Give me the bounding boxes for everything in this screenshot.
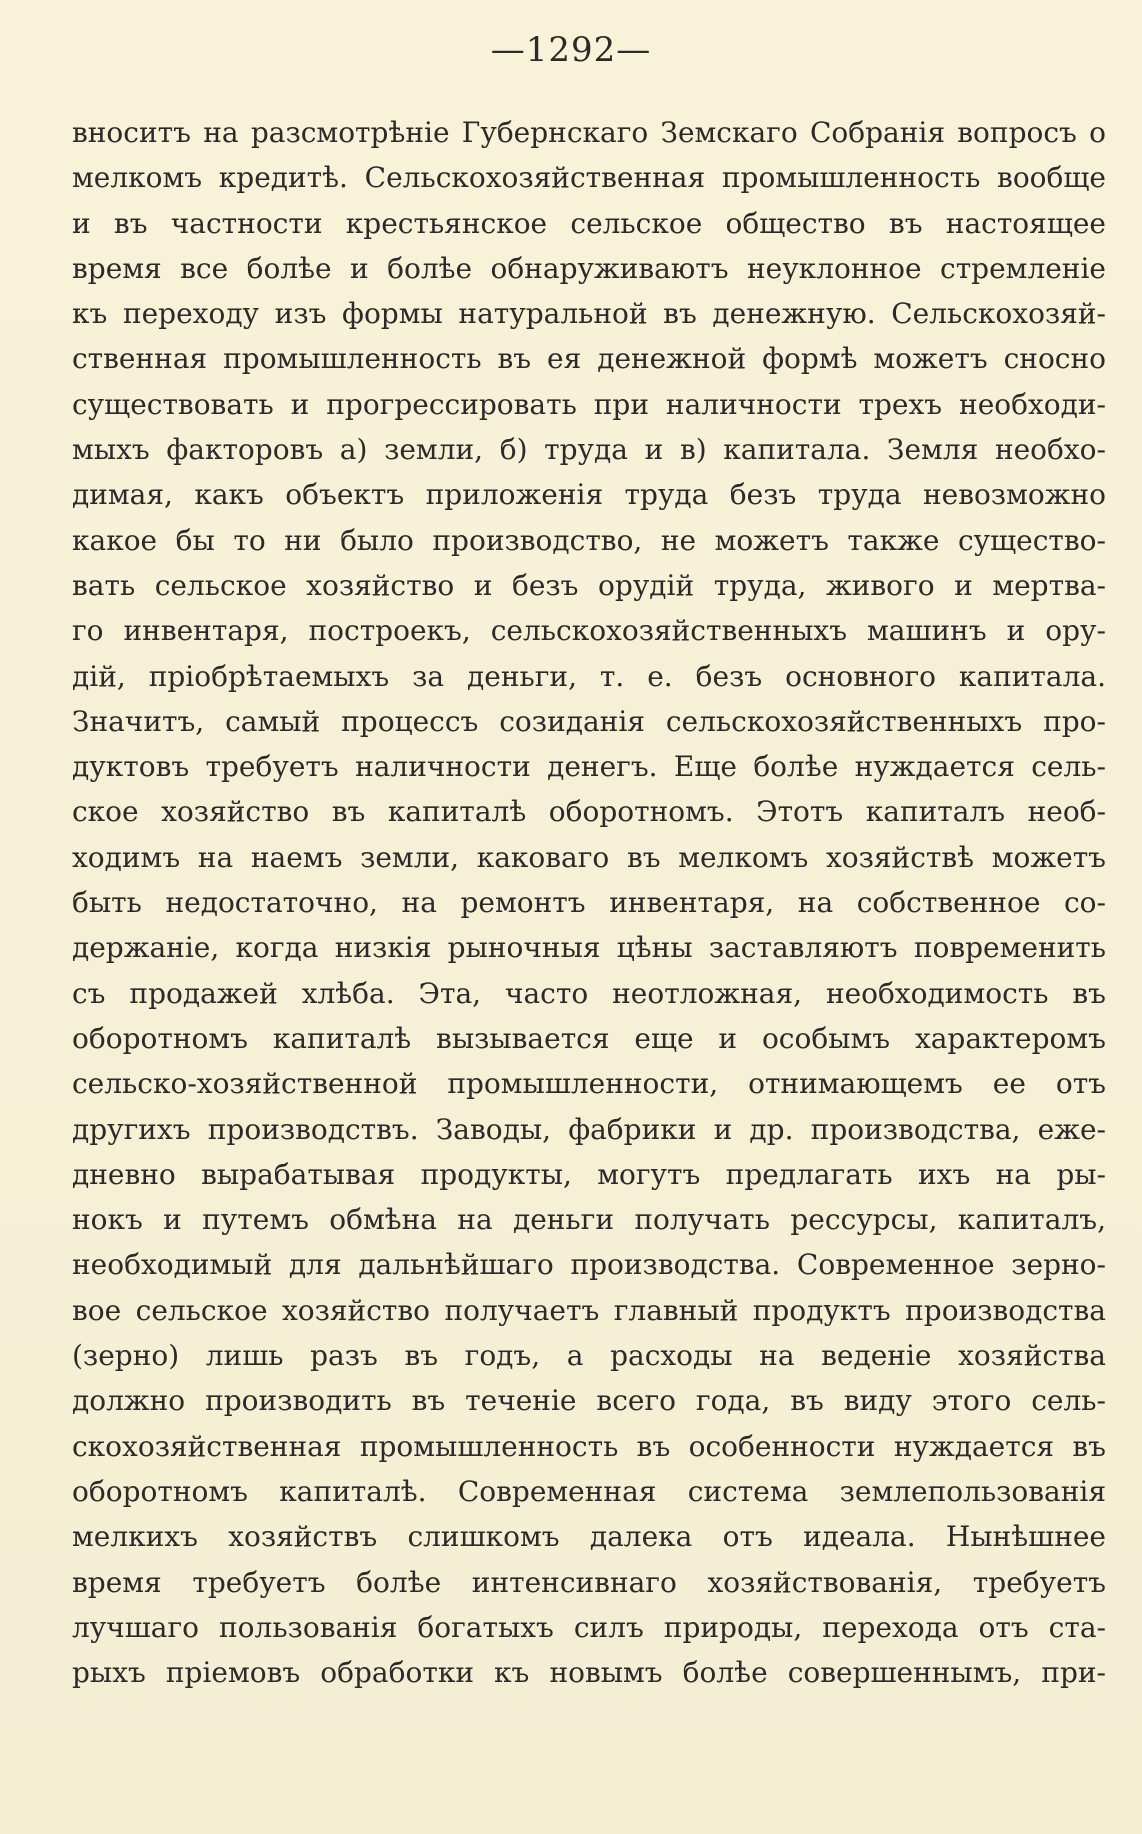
text-line: къ переходу изъ формы натуральной въ денежную. Сельскохозяй- [72, 297, 1106, 331]
text-line: держаніе, когда низкія рыночныя цѣны заставляютъ повременить [72, 931, 1106, 965]
text-line: дуктовъ требуетъ наличности денегъ. Еще болѣе нуждается сель- [72, 750, 1106, 784]
text-line: го инвентаря, построекъ, сельскохозяйственныхъ машинъ и ору- [72, 614, 1106, 648]
text-line: дій, пріобрѣтаемыхъ за деньги, т. е. безъ основного капитала. [72, 659, 1106, 693]
text-line: сельско-хозяйственной промышленности, отнимающемъ ее отъ [72, 1067, 1106, 1101]
body-text [72, 110, 1106, 1695]
text-line: мелкомъ кредитѣ. Сельскохозяйственная промышленность вообще [72, 161, 1106, 195]
text-line: димая, какъ объектъ приложенія труда безъ труда невозможно [72, 478, 1106, 512]
text-line: ственная промышленность въ ея денежной формѣ можетъ сносно [72, 342, 1106, 376]
text-line: ское хозяйство въ капиталѣ оборотномъ. Этотъ капиталъ необ- [72, 795, 1106, 829]
text-line: съ продажей хлѣба. Эта, часто неотложная, необходимость въ [72, 976, 1106, 1010]
text-line: мыхъ факторовъ а) земли, б) труда и в) капитала. Земля необхо- [72, 433, 1106, 467]
text-line: должно производить въ теченіе всего года, въ виду этого сель- [72, 1384, 1106, 1418]
text-line: существовать и прогрессировать при наличности трехъ необходи- [72, 387, 1106, 421]
text-line: какое бы то ни было производство, не можетъ также существо- [72, 523, 1106, 557]
text-line: Значитъ, самый процессъ созиданія сельскохозяйственныхъ про- [72, 704, 1106, 738]
text-line: быть недостаточно, на ремонтъ инвентаря, на собственное со- [72, 886, 1106, 920]
text-line: вать сельское хозяйство и безъ орудій труда, живого и мертва- [72, 568, 1106, 602]
text-line: ходимъ на наемъ земли, каковаго въ мелкомъ хозяйствѣ можетъ [72, 840, 1106, 874]
text-line: время требуетъ болѣе интенсивнаго хозяйствованія, требуетъ [72, 1565, 1106, 1599]
text-line: и въ частности крестьянское сельское общество въ настоящее [72, 206, 1106, 240]
text-line: нокъ и путемъ обмѣна на деньги получать рессурсы, капиталъ, [72, 1203, 1106, 1237]
text-line: (зерно) лишь разъ въ годъ, а расходы на веденіе хозяйства [72, 1339, 1106, 1373]
text-line: вое сельское хозяйство получаетъ главный продуктъ производства [72, 1293, 1106, 1327]
text-line: оборотномъ капиталѣ вызывается еще и особымъ характеромъ [72, 1021, 1106, 1055]
page-number: —1292— [490, 30, 652, 70]
text-line: оборотномъ капиталѣ. Современная система землепользованія [72, 1474, 1106, 1508]
text-line: скохозяйственная промышленность въ особенности нуждается въ [72, 1429, 1106, 1463]
text-line: вноситъ на разсмотрѣніе Губернскаго Земскаго Собранія вопросъ о [72, 116, 1106, 149]
text-line: мелкихъ хозяйствъ слишкомъ далека отъ идеала. Нынѣшнее [72, 1520, 1106, 1554]
text-line: время все болѣе и болѣе обнаруживаютъ неуклонное стремленіе [72, 251, 1106, 285]
text-line: другихъ производствъ. Заводы, фабрики и др. производства, еже- [72, 1112, 1106, 1146]
text-line: лучшаго пользованія богатыхъ силъ природы, перехода отъ ста- [72, 1610, 1106, 1644]
text-line: необходимый для дальнѣйшаго производства. Современное зерно- [72, 1248, 1106, 1282]
text-line: рыхъ пріемовъ обработки къ новымъ болѣе совершеннымъ, при- [72, 1656, 1106, 1690]
text-line: дневно вырабатывая продукты, могутъ предлагать ихъ на ры- [72, 1157, 1106, 1191]
